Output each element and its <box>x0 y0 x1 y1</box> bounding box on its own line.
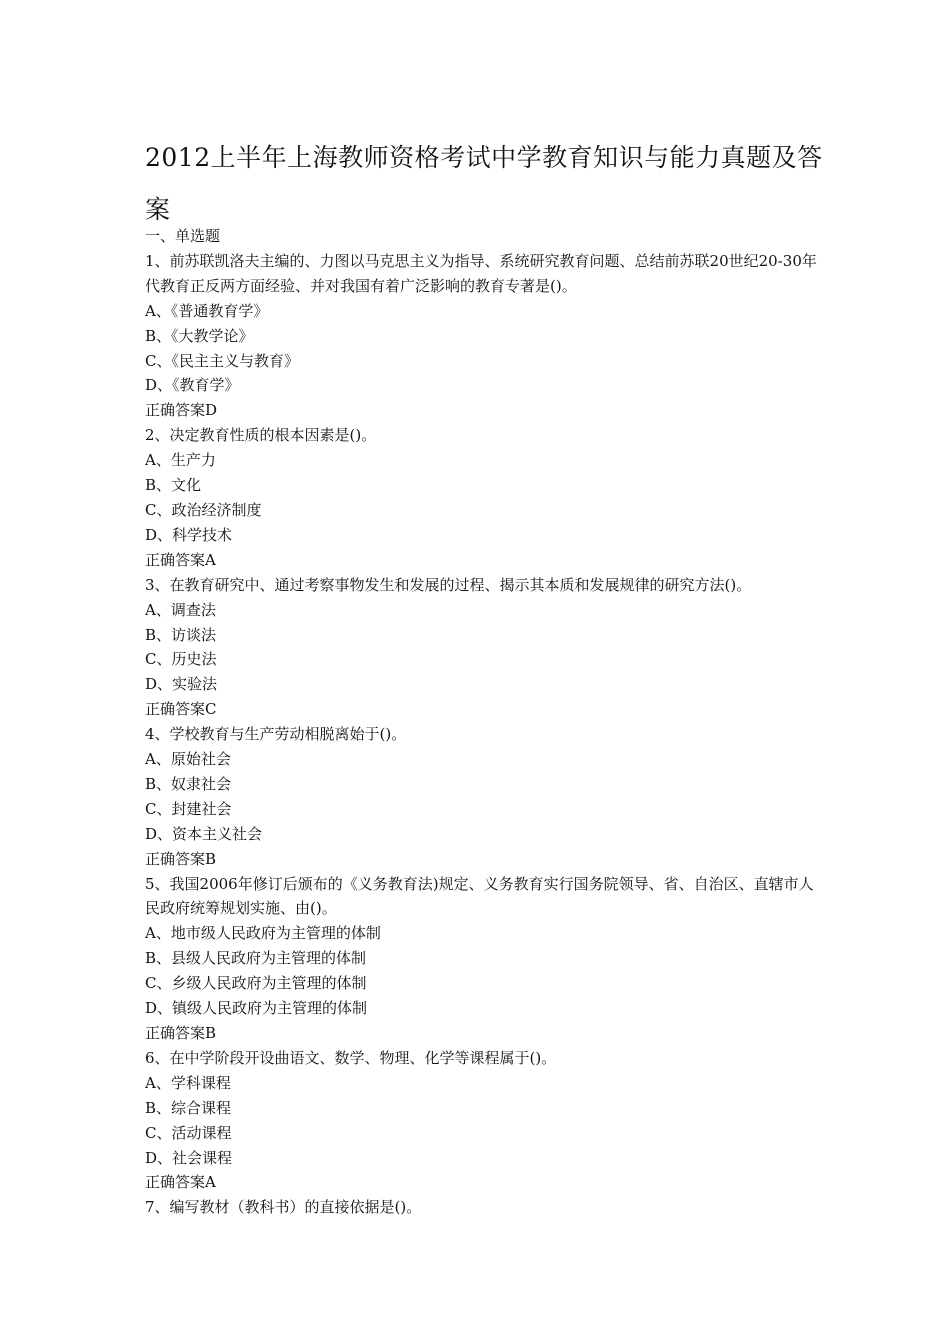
option-d: D、科学技术 <box>145 525 233 544</box>
question-3 <box>145 573 825 722</box>
option-b: B、县级人民政府为主管理的体制 <box>145 949 367 968</box>
option-a: A、《普通教育学》 <box>145 301 269 320</box>
question-stem: 5、我国2006年修订后颁布的《义务教育法)规定、义务教育实行国务院领导、省、自治区、直辖市人民政府统筹规划实施、由()。 <box>145 874 814 918</box>
question-4 <box>145 722 825 871</box>
correct-answer: 正确答案B <box>145 1024 217 1042</box>
question-2 <box>145 423 825 572</box>
question-stem: 3、在教育研究中、通过考察事物发生和发展的过程、揭示其本质和发展规律的研究方法()。 <box>145 575 752 594</box>
option-c: C、封建社会 <box>145 799 232 818</box>
option-c: C、政治经济制度 <box>145 500 262 519</box>
option-d: D、《教育学》 <box>145 376 240 395</box>
question-7 <box>145 1195 825 1220</box>
question-stem: 4、学校教育与生产劳动相脱离始于()。 <box>145 725 407 744</box>
correct-answer: 正确答案B <box>145 849 217 868</box>
option-c: C、《民主主义与教育》 <box>145 351 299 370</box>
option-a: A、原始社会 <box>145 750 231 769</box>
correct-answer: 正确答案A <box>145 550 216 569</box>
question-1 <box>145 249 825 423</box>
correct-answer: 正确答案D <box>145 401 218 420</box>
option-b: B、奴隶社会 <box>145 774 232 793</box>
document-body <box>145 224 825 1220</box>
question-5 <box>145 872 825 1046</box>
option-c: C、历史法 <box>145 650 217 669</box>
option-c: C、活动课程 <box>145 1123 232 1142</box>
question-stem: 1、前苏联凯洛夫主编的、力图以马克思主义为指导、系统研究教育问题、总结前苏联20世纪20-30年代教育正反两方面经验、并对我国有着广泛影响的教育专著是()。 <box>145 251 817 295</box>
option-c: C、乡级人民政府为主管理的体制 <box>145 974 367 993</box>
option-d: D、实验法 <box>145 675 218 694</box>
option-d: D、镇级人民政府为主管理的体制 <box>145 999 368 1018</box>
option-a: A、学科课程 <box>145 1073 231 1092</box>
section-heading: 一、单选题 <box>145 227 221 245</box>
question-stem: 2、决定教育性质的根本因素是()。 <box>145 426 377 445</box>
option-a: A、地市级人民政府为主管理的体制 <box>145 924 381 943</box>
option-d: D、资本主义社会 <box>145 824 263 843</box>
correct-answer: 正确答案C <box>145 700 217 719</box>
option-b: B、《大教学论》 <box>145 326 254 345</box>
option-b: B、访谈法 <box>145 625 217 644</box>
option-b: B、文化 <box>145 476 202 495</box>
option-d: D、社会课程 <box>145 1148 233 1167</box>
correct-answer: 正确答案A <box>145 1173 216 1192</box>
document-title: 2012上半年上海教师资格考试中学教育知识与能力真题及答案 <box>145 143 823 224</box>
question-stem: 6、在中学阶段开设曲语文、数学、物理、化学等课程属于()。 <box>145 1048 557 1067</box>
option-b: B、综合课程 <box>145 1098 232 1117</box>
question-6 <box>145 1046 825 1195</box>
option-a: A、生产力 <box>145 451 216 470</box>
option-a: A、调查法 <box>145 600 216 619</box>
question-stem: 7、编写教材（教科书）的直接依据是()。 <box>145 1198 422 1217</box>
